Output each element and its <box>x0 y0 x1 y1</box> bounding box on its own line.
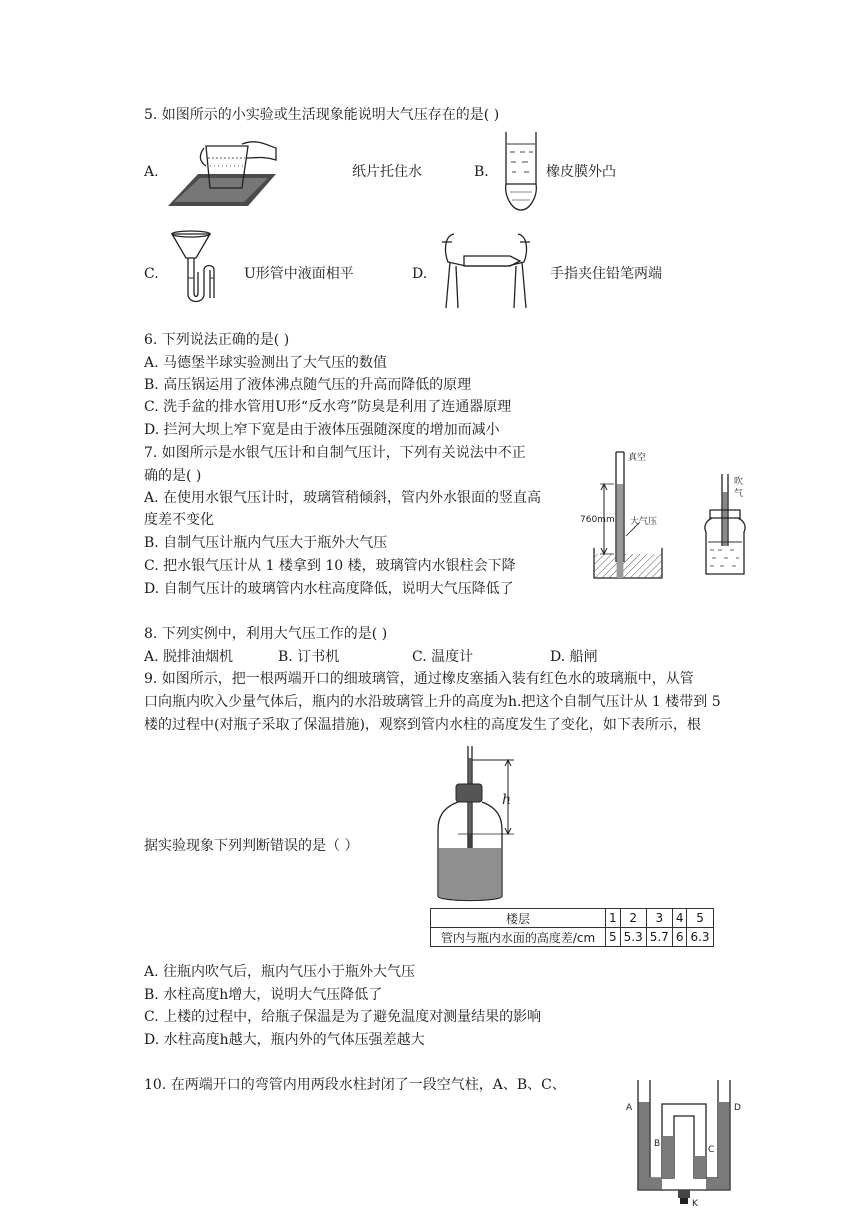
label-c: C <box>708 1145 715 1155</box>
vacuum-label: 真空 <box>628 453 647 463</box>
paper-holds-water-figure <box>168 136 278 211</box>
q5-option-d-text: 手指夹住铅笔两端 <box>550 266 662 282</box>
q6-option-c: C. 洗手盆的排水管用U形“反水弯”防臭是利用了连通器原理 <box>144 399 512 415</box>
h-label: h <box>502 792 512 808</box>
finger-pencil-figure <box>436 232 534 310</box>
table-cell-value: 5.7 <box>646 928 672 947</box>
u-tube-funnel-figure <box>170 228 246 308</box>
rubber-membrane-figure <box>500 130 542 214</box>
table-row <box>431 909 714 928</box>
table-cell-value: 6.3 <box>687 928 713 947</box>
label-a: A <box>626 1103 633 1113</box>
q6-stem: 6. 下列说法正确的是( ) <box>144 332 290 348</box>
q5-option-a-text: 纸片托住水 <box>352 164 422 180</box>
q8-option-c: C. 温度计 <box>412 649 474 665</box>
q8-option-a: A. 脱排油烟机 <box>144 649 234 665</box>
table-cell-floor: 2 <box>620 909 646 928</box>
label-k: K <box>692 1199 698 1209</box>
table-cell-value: 6 <box>672 928 687 947</box>
q8-option-d: D. 船闸 <box>550 649 598 665</box>
label-b: B <box>654 1139 661 1149</box>
table-cell-floor: 5 <box>687 909 713 928</box>
q9-option-c: C. 上楼的过程中，给瓶子保温是为了避免温度对测量结果的影响 <box>144 1009 542 1025</box>
height-760mm-label: 760mm <box>580 515 615 525</box>
q6-option-d: D. 拦河大坝上窄下宽是由于液体压强随深度的增加而减小 <box>144 422 500 438</box>
atmosphere-label: 大气压 <box>630 517 658 527</box>
table-row <box>431 928 714 947</box>
table-cell-value: 5 <box>606 928 621 947</box>
bottle-barometer-figure <box>432 744 542 904</box>
q8-option-b: B. 订书机 <box>278 649 340 665</box>
q5-option-b-letter: B. <box>474 164 489 180</box>
table-cell-floor: 3 <box>646 909 672 928</box>
q9-line1: 9. 如图所示，把一根两端开口的细玻璃管，通过橡皮塞插入装有红色水的玻璃瓶中，从管 <box>144 671 694 687</box>
q10-stem: 10. 在两端开口的弯管内用两段水柱封闭了一段空气柱，A、B、C、 <box>144 1077 566 1093</box>
q9-option-a: A. 往瓶内吹气后，瓶内气压小于瓶外大气压 <box>144 964 416 980</box>
q6-option-a: A. 马德堡半球实验测出了大气压的数值 <box>144 355 388 371</box>
q5-option-d-letter: D. <box>412 266 428 282</box>
q6-option-b: B. 高压锅运用了液体沸点随气压的升高而降低的原理 <box>144 377 472 393</box>
table-row-label: 管内与瓶内水面的高度差/cm <box>431 928 606 947</box>
table-cell-value: 5.3 <box>620 928 646 947</box>
q9-line2: 口向瓶内吹入少量气体后，瓶内的水沿玻璃管上升的高度为h.把这个自制气压计从 1 楼带到 5 <box>144 694 721 710</box>
q7-stem-line1: 7. 如图所示是水银气压计和自制气压计，下列有关说法中不正 <box>144 445 526 461</box>
table-header-floor: 楼层 <box>431 909 606 928</box>
q9-option-b: B. 水柱高度h增大，说明大气压降低了 <box>144 987 383 1003</box>
q5-option-b-text: 橡皮膜外凸 <box>546 164 616 180</box>
bent-tube-figure <box>622 1076 754 1212</box>
q8-stem: 8. 下列实例中，利用大气压工作的是( ) <box>144 626 388 642</box>
q5-option-c-letter: C. <box>144 266 159 282</box>
q7-option-b: B. 自制气压计瓶内气压大于瓶外大气压 <box>144 535 388 551</box>
table-cell-floor: 4 <box>672 909 687 928</box>
q9-line4: 据实验现象下列判断错误的是（ ） <box>144 838 359 854</box>
blow-label-2: 气 <box>734 489 744 499</box>
q5-option-a-letter: A. <box>144 164 159 180</box>
q5-stem: 5. 如图所示的小实验或生活现象能说明大气压存在的是( ) <box>144 107 500 123</box>
blow-label-1: 吹 <box>734 477 744 487</box>
table-cell-floor: 1 <box>606 909 621 928</box>
q7-option-c: C. 把水银气压计从 1 楼拿到 10 楼，玻璃管内水银柱会下降 <box>144 558 516 574</box>
q5-option-c-text: U形管中液面相平 <box>244 266 354 282</box>
q9-line3: 楼的过程中(对瓶子采取了保温措施)，观察到管内水柱的高度发生了变化，如下表所示，根 <box>144 717 701 733</box>
homemade-barometer-figure <box>700 470 762 580</box>
label-d: D <box>734 1103 741 1113</box>
q7-option-a-line2: 度差不变化 <box>144 512 214 528</box>
mercury-barometer-figure <box>580 444 680 604</box>
q9-option-d: D. 水柱高度h越大，瓶内外的气体压强差越大 <box>144 1032 425 1048</box>
q7-option-a-line1: A. 在使用水银气压计时，玻璃管稍倾斜，管内外水银面的竖直高 <box>144 490 542 506</box>
q7-option-d: D. 自制气压计的玻璃管内水柱高度降低，说明大气压降低了 <box>144 581 514 597</box>
floor-height-table <box>430 908 714 947</box>
q7-stem-line2: 确的是( ) <box>144 468 202 484</box>
